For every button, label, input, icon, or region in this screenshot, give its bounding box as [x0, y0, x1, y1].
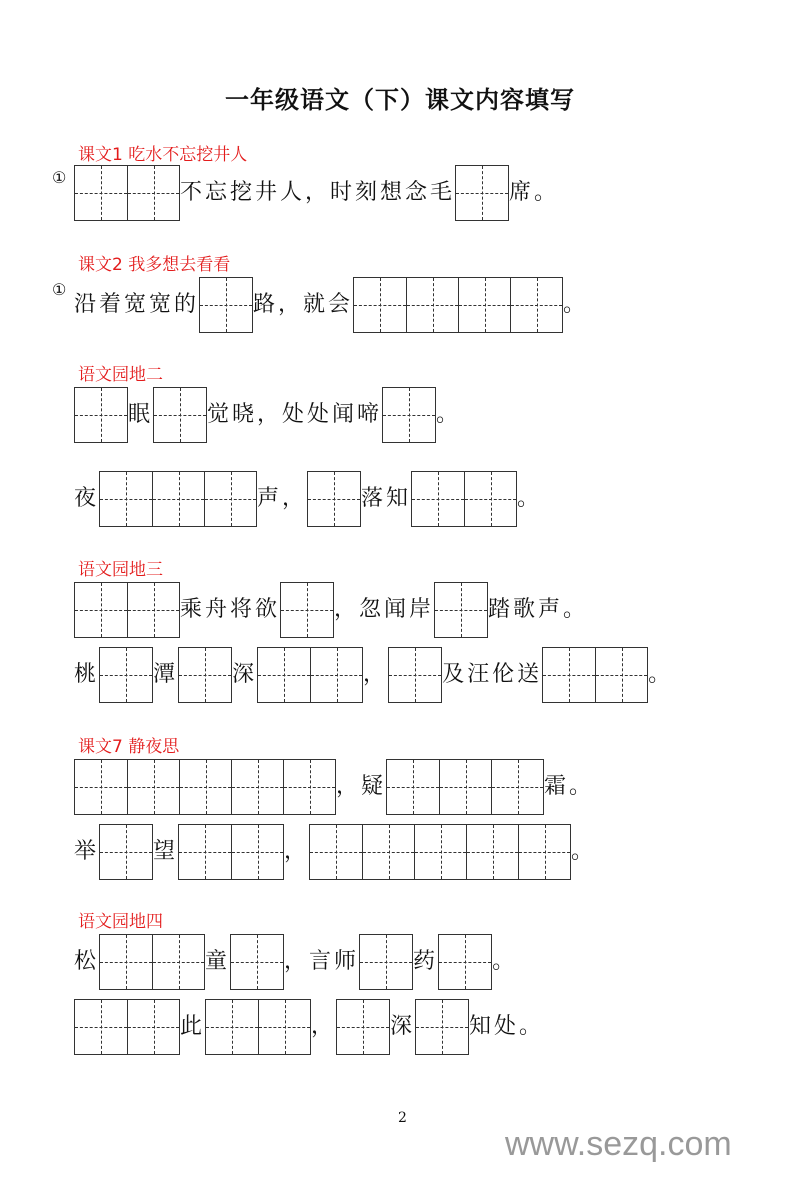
fill-row: [74, 387, 461, 443]
blank-box[interactable]: [74, 165, 180, 221]
blank-box[interactable]: [178, 824, 284, 880]
blank-box[interactable]: [178, 647, 232, 703]
text: 望: [153, 839, 179, 864]
text: 路，就会: [253, 292, 354, 317]
text: 。: [571, 839, 597, 864]
blank-box[interactable]: [388, 647, 442, 703]
text: 桃: [74, 662, 100, 687]
blank-box[interactable]: [353, 277, 563, 333]
text: 举: [74, 839, 100, 864]
page-number: 2: [398, 1110, 407, 1126]
text: 乘舟将欲: [180, 597, 281, 622]
text: 。: [436, 402, 462, 427]
text: 潭: [153, 662, 179, 687]
blank-box[interactable]: [74, 999, 180, 1055]
section-heading: 语文园地三: [78, 560, 163, 580]
text: 。: [492, 949, 518, 974]
text: 深: [232, 662, 258, 687]
fill-row: [74, 759, 594, 815]
text: 声，: [257, 486, 308, 511]
blank-box[interactable]: [309, 824, 571, 880]
blank-box[interactable]: [99, 824, 153, 880]
page-title: 一年级语文（下）课文内容填写: [225, 86, 575, 114]
fill-row: [74, 934, 517, 990]
section-heading: 课文1 吃水不忘挖井人: [78, 145, 248, 165]
blank-box[interactable]: [99, 471, 257, 527]
blank-box[interactable]: [542, 647, 648, 703]
blank-box[interactable]: [336, 999, 390, 1055]
text: ，: [363, 662, 389, 687]
blank-box[interactable]: [455, 165, 509, 221]
blank-box[interactable]: [257, 647, 363, 703]
text: 。: [517, 486, 543, 511]
blank-box[interactable]: [74, 759, 336, 815]
text: 夜: [74, 486, 100, 511]
section-heading: 语文园地四: [78, 912, 163, 932]
text: 。: [648, 662, 674, 687]
blank-box[interactable]: [199, 277, 253, 333]
text: ，: [284, 839, 310, 864]
text: ，: [311, 1014, 337, 1039]
blank-box[interactable]: [411, 471, 517, 527]
fill-row: [74, 824, 596, 880]
fill-row: [74, 277, 588, 333]
text: 不忘挖井人，时刻想念毛: [180, 180, 456, 205]
text: 觉晓，处处闻啼: [207, 402, 383, 427]
text: 童: [205, 949, 231, 974]
text: 药: [413, 949, 439, 974]
text: ，言师: [284, 949, 360, 974]
text: ，疑: [336, 774, 387, 799]
text: ，忽闻岸: [334, 597, 435, 622]
blank-box[interactable]: [386, 759, 544, 815]
item-number: ①: [52, 168, 67, 187]
text: 霜。: [544, 774, 595, 799]
section-heading: 课文2 我多想去看看: [78, 255, 231, 275]
text: 席。: [509, 180, 560, 205]
text: 松: [74, 949, 100, 974]
section-heading: 语文园地二: [78, 365, 163, 385]
blank-box[interactable]: [153, 387, 207, 443]
blank-box[interactable]: [359, 934, 413, 990]
fill-row: [74, 471, 542, 527]
text: 落知: [361, 486, 412, 511]
text: 沿着宽宽的: [74, 292, 200, 317]
blank-box[interactable]: [307, 471, 361, 527]
blank-box[interactable]: [382, 387, 436, 443]
text: 此: [180, 1014, 206, 1039]
text: 知处。: [469, 1014, 545, 1039]
text: 及汪伦送: [442, 662, 543, 687]
text: 踏歌声。: [488, 597, 589, 622]
text: 。: [563, 292, 589, 317]
blank-box[interactable]: [230, 934, 284, 990]
blank-box[interactable]: [205, 999, 311, 1055]
watermark: www.sezq.com: [505, 1125, 732, 1163]
fill-row: [74, 647, 673, 703]
blank-box[interactable]: [415, 999, 469, 1055]
fill-row: [74, 165, 559, 221]
blank-box[interactable]: [99, 647, 153, 703]
text: 深: [390, 1014, 416, 1039]
text: 眠: [128, 402, 154, 427]
fill-row: [74, 582, 588, 638]
section-heading: 课文7 静夜思: [78, 737, 180, 757]
item-number: ①: [52, 280, 67, 299]
fill-row: [74, 999, 544, 1055]
blank-box[interactable]: [434, 582, 488, 638]
blank-box[interactable]: [99, 934, 205, 990]
blank-box[interactable]: [280, 582, 334, 638]
blank-box[interactable]: [74, 387, 128, 443]
blank-box[interactable]: [74, 582, 180, 638]
blank-box[interactable]: [438, 934, 492, 990]
